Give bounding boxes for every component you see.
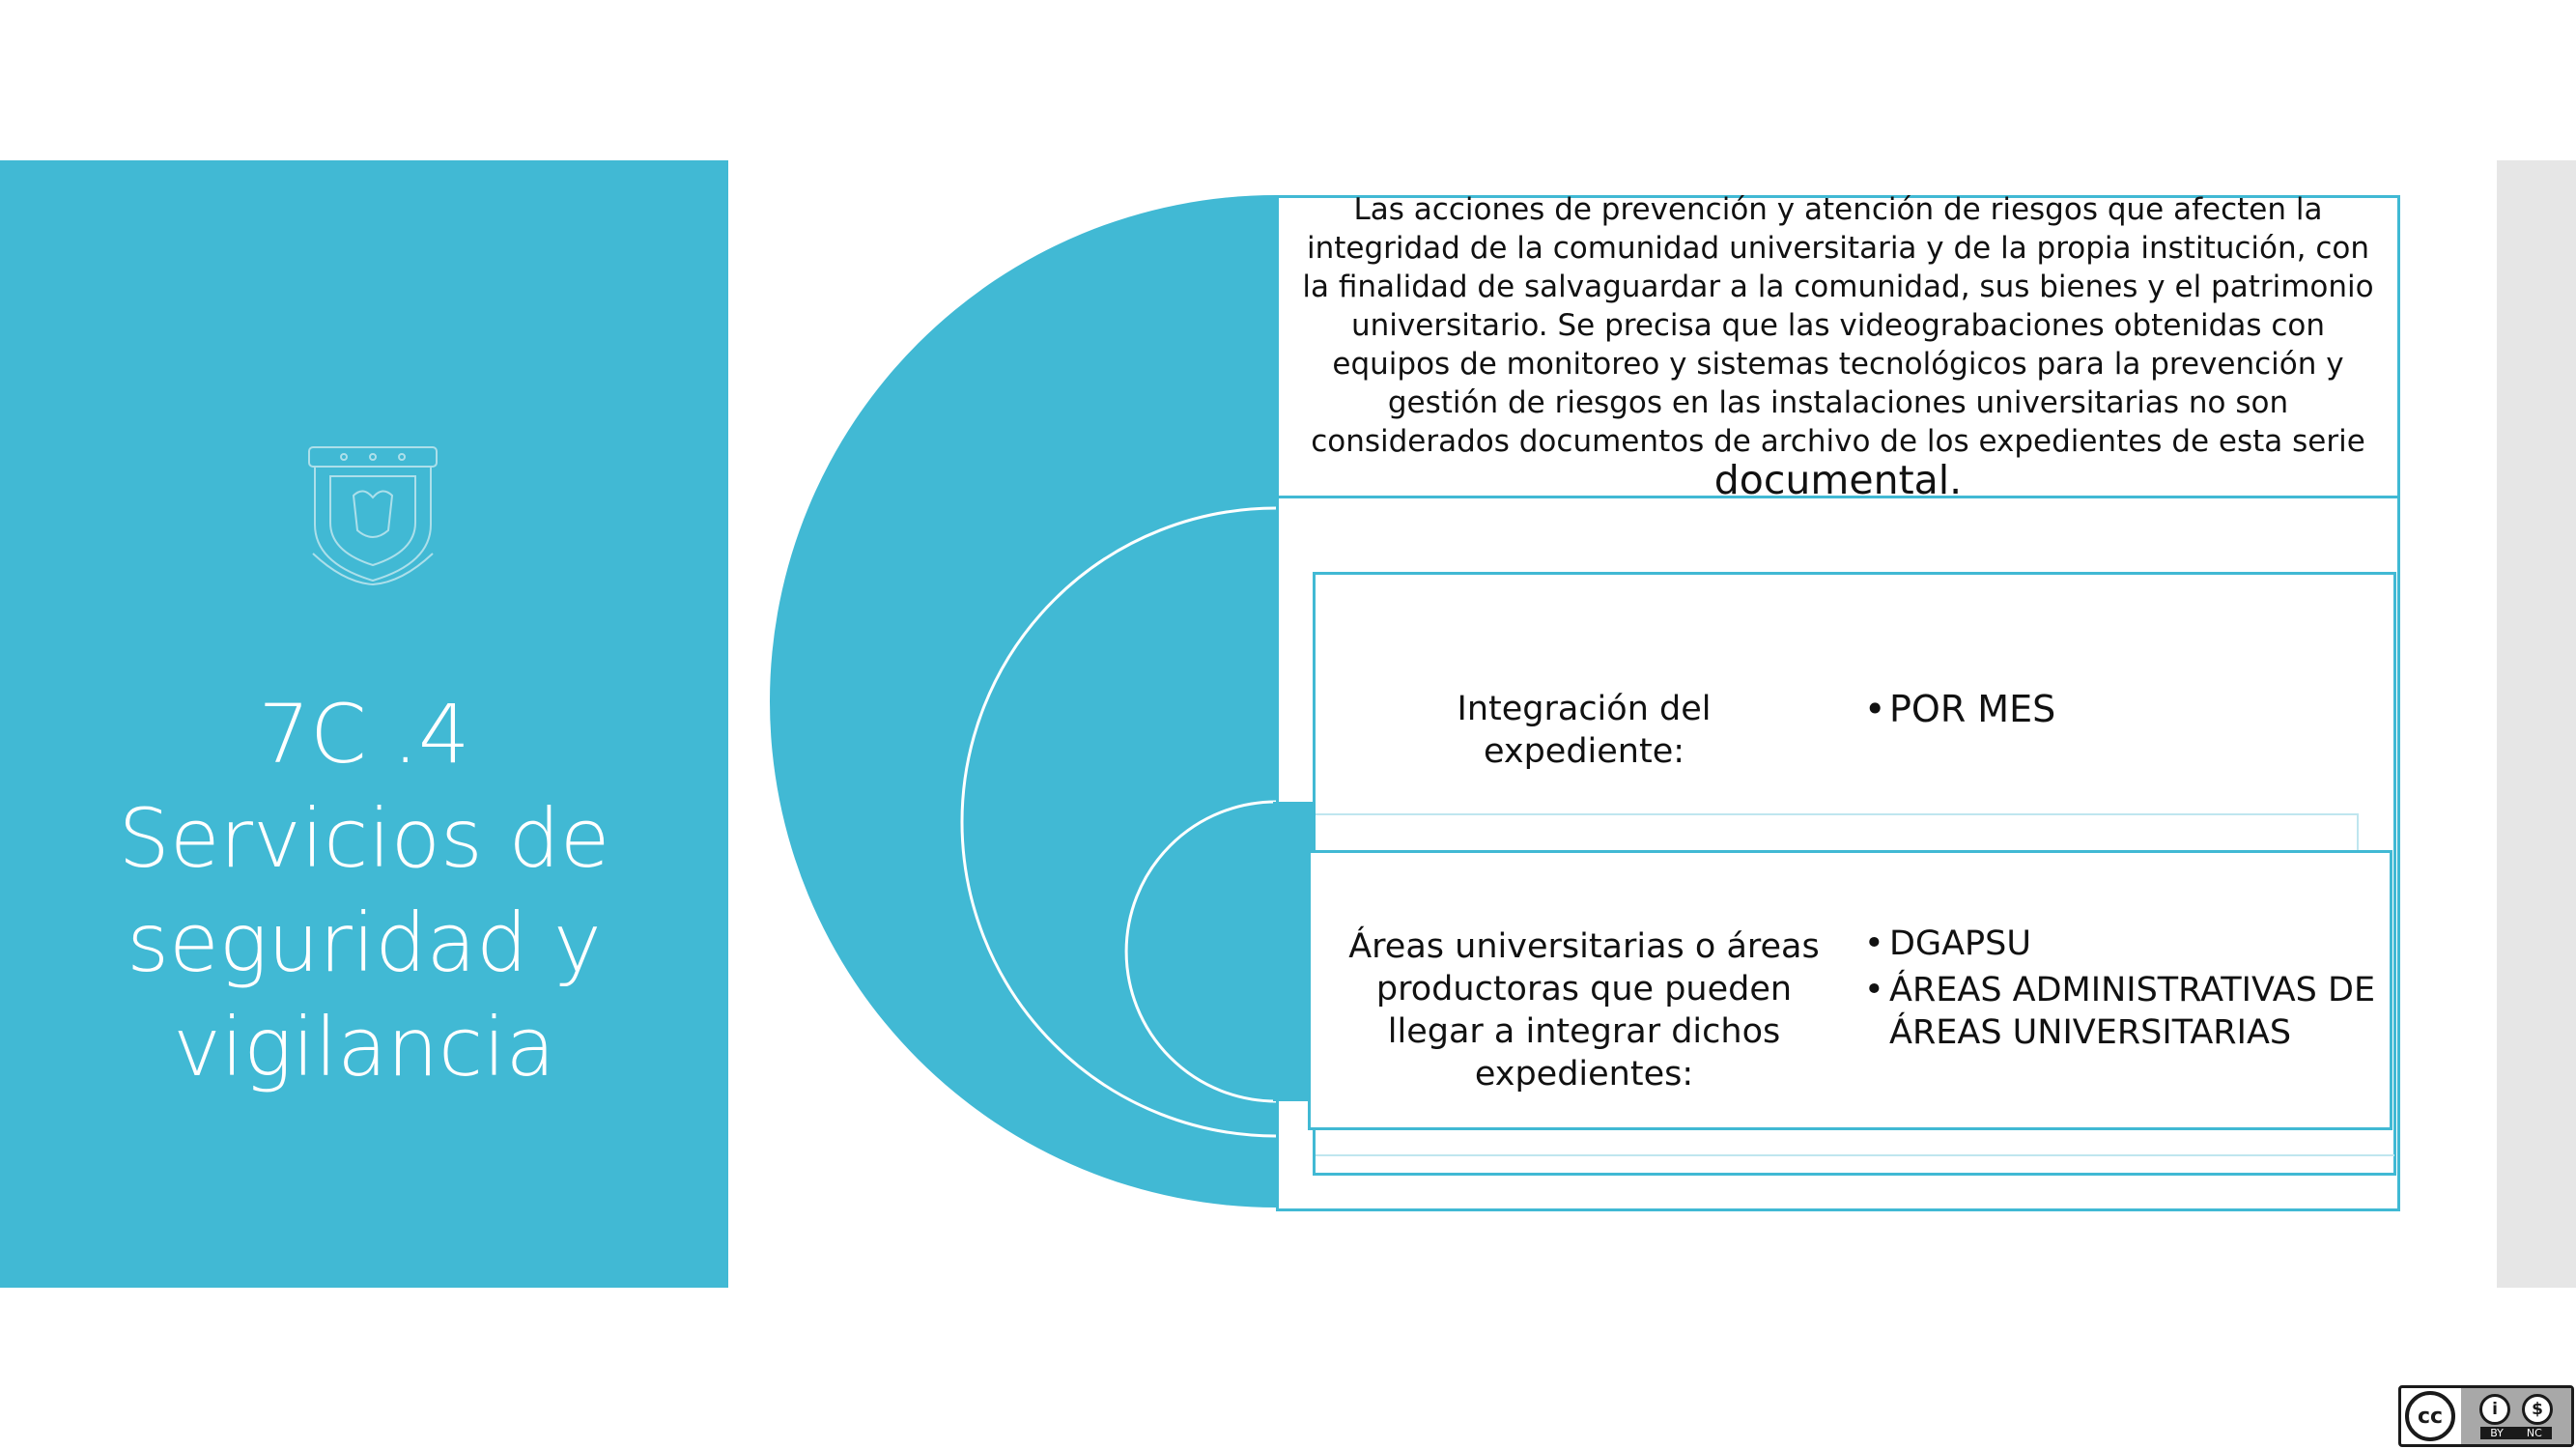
person-icon: i — [2479, 1394, 2510, 1425]
divider-line — [2357, 813, 2359, 852]
description-body: Las acciones de prevención y atención de riesgos que afecten la integridad de la comunidad universitaria y de la propia institución, con la finalidad de salvaguardar a la comunidad, sus bienes y el patrimonio universitario. Se precisa que las videograbaciones obtenidas con equipos de monitoreo y sistemas tecnológicos para la prevención y gestión de riesgos en las instalaciones universitarias no son considerados documentos de archivo de los expedientes de esta serie — [1302, 192, 2374, 459]
areas-item: • ÁREAS ADMINISTRATIVAS DE ÁREAS UNIVERSITARIAS — [1864, 969, 2376, 1054]
description-text — [1298, 190, 2378, 503]
areas-list — [1864, 923, 2376, 1054]
integration-label: Integración del expediente: — [1457, 690, 1712, 771]
no-dollar-icon: $ — [2522, 1394, 2553, 1425]
outer-semicircle — [770, 195, 1276, 1208]
description-box — [1276, 192, 2400, 503]
areas-label: Áreas universitarias o áreas productoras que pueden llegar a integrar dichos expedientes: — [1348, 927, 1820, 1094]
license-by-label: BY — [2490, 1426, 2504, 1439]
license-conditions — [2461, 1388, 2571, 1444]
cc-icon: cc — [2405, 1391, 2455, 1441]
integration-item: • POR MES — [1864, 686, 2366, 732]
license-nc-label: NC — [2526, 1426, 2542, 1439]
divider-line — [1316, 1154, 2394, 1156]
license-badge — [2398, 1385, 2574, 1447]
areas-item: • DGAPSU — [1864, 923, 2376, 965]
title-line-3: vigilancia — [173, 1000, 555, 1094]
integration-list — [1864, 686, 2366, 732]
title-line-1: Servicios de — [118, 791, 610, 886]
series-code: 7C .4 — [258, 687, 470, 781]
description-last-word: documental. — [1713, 457, 1963, 503]
title-line-2: seguridad y — [127, 895, 602, 990]
divider-line — [1316, 813, 2359, 815]
